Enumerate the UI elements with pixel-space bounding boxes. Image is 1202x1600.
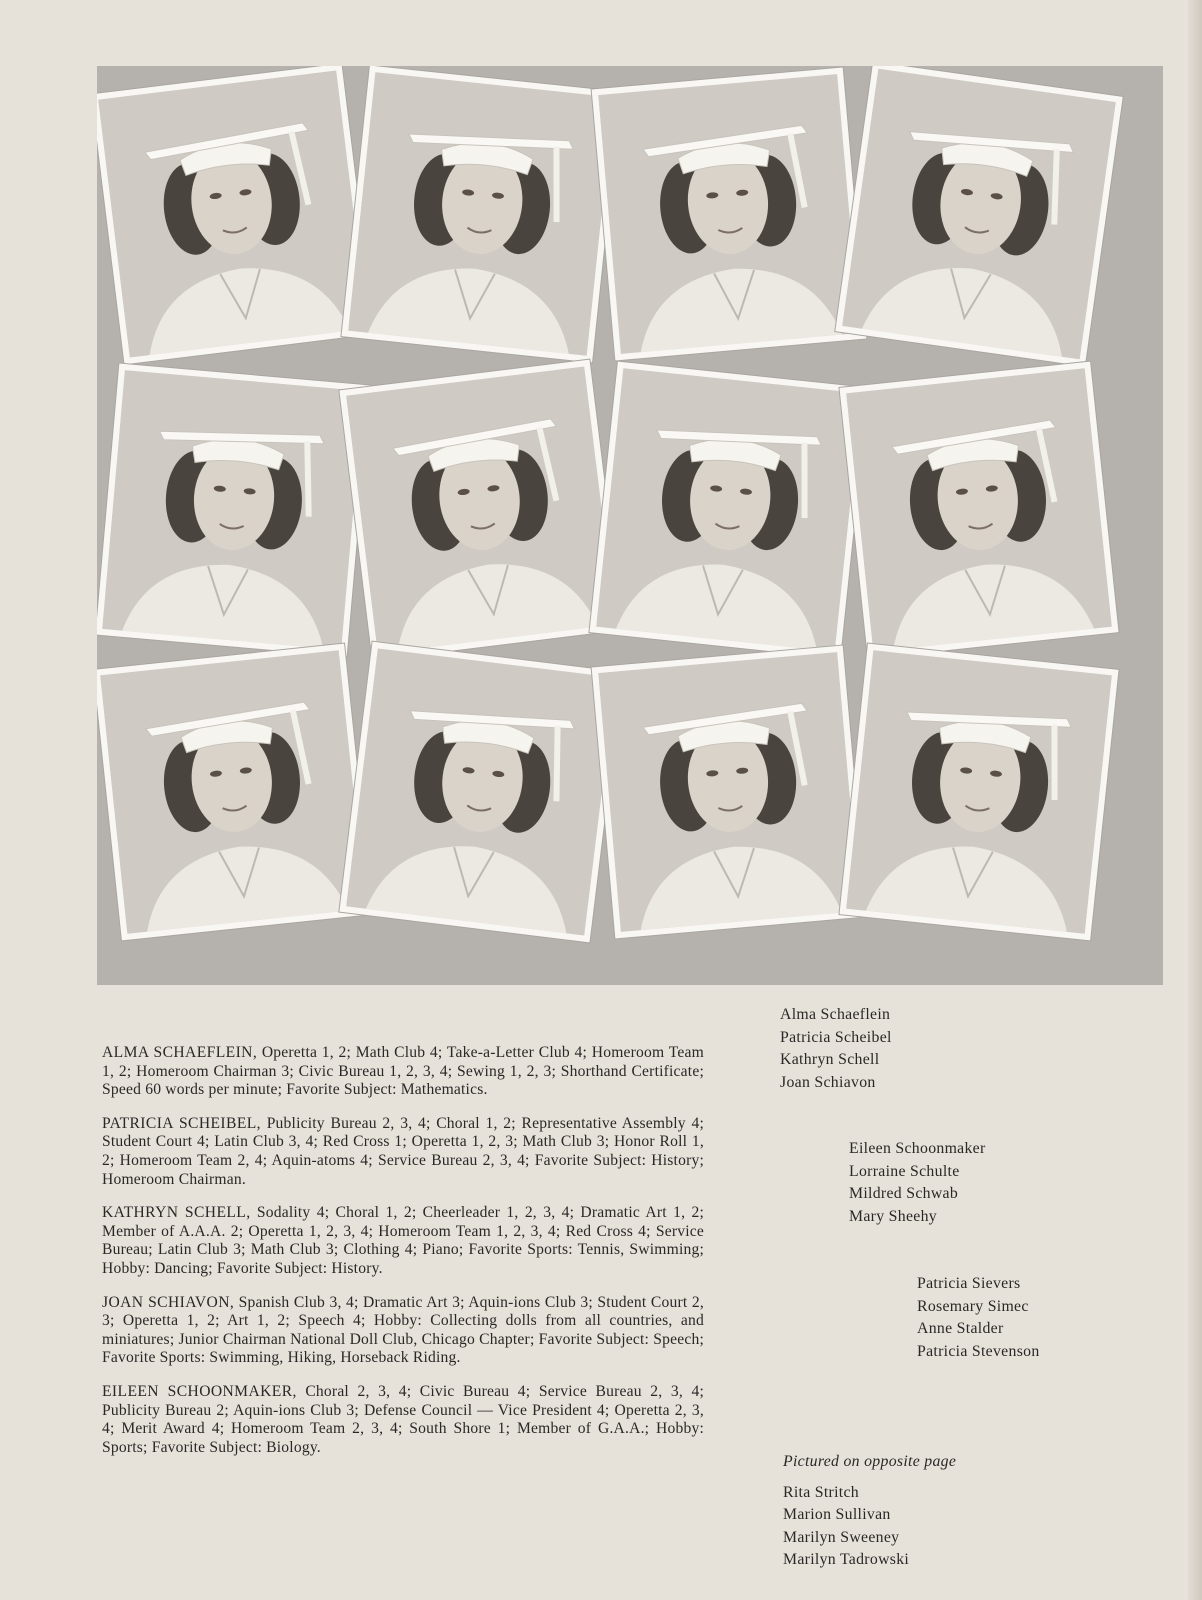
student-name: Anne Stalder (917, 1320, 1004, 1337)
student-name: Alma Schaeflein (780, 1006, 891, 1023)
graduate-portrait (341, 66, 620, 362)
student-name: Kathryn Schell (780, 1051, 880, 1068)
name-group-row-3 (917, 1273, 1040, 1363)
graduate-portrait (97, 644, 373, 941)
graduate-portrait (339, 642, 622, 943)
graduate-portrait (592, 68, 867, 361)
graduate-portrait (839, 362, 1118, 659)
bio-text: Publicity Bureau 2, 3, 4; Choral 1, 2; Representative Assembly 4; Student Court 4; Latin Club 3, 4; Red Cross 1; Operetta 1, 2, 3; Math Club 3; Honor Roll 1, 2; Homeroom Team 2, 4; Aquin-atoms 4; Service Bureau 2, 3, 4; Favorite Subject: History; Homeroom Chairman. (102, 1114, 704, 1188)
student-name: Joan Schiavon (780, 1073, 876, 1091)
graduate-portrait (97, 66, 375, 364)
student-name: Patricia Sievers (917, 1275, 1021, 1292)
bio-text: Choral 2, 3, 4; Civic Bureau 4; Service Bureau 2, 3, 4; Publicity Bureau 2; Aquin-ions Club 3; Defense Council — Vice President 4; Operetta 2, 3, 4; Merit Award 4; Homeroom Team 2, 3, 4; South Shore 1; Member of G.A.A.; Hobby: Sports; Favorite Subject: Biology. (102, 1382, 704, 1456)
bio-name: EILEEN SCHOONMAKER, (102, 1382, 297, 1400)
graduate-portrait (835, 66, 1122, 366)
student-name: Mildred Schwab (849, 1185, 959, 1202)
name-group-row-1 (780, 1004, 892, 1094)
name-group-row-2 (849, 1138, 986, 1228)
bio-text: Operetta 1, 2; Math Club 4; Take-a-Letter Club 4; Homeroom Team 1, 2; Homeroom Chairman 3; Civic Bureau 1, 2, 3, 4; Sewing 1, 2, 3; Shorthand Certificate; Speed 60 words per minute; Favorite Subject: Mathematics. (102, 1044, 704, 1099)
student-name: Lorraine Schulte (849, 1162, 960, 1180)
bio-entry (102, 1383, 704, 1457)
student-name: Patricia Stevenson (917, 1342, 1040, 1360)
graduate-portrait (97, 364, 370, 657)
student-name: Marilyn Tadrowski (783, 1551, 910, 1568)
student-name: Marilyn Sweeney (783, 1528, 900, 1546)
graduate-portrait (339, 360, 622, 661)
student-name: Patricia Scheibel (780, 1028, 892, 1046)
bio-text: Sodality 4; Choral 1, 2; Cheerleader 1, 2, 3, 4; Dramatic Art 1, 2; Member of A.A.A. 2; Operetta 1, 2, 3, 4; Homeroom Team 1, 2, 3, 4; Red Cross 4; Service Bureau; Latin Club 3; Math Club 3; Clothing 4; Piano; Favorite Sports: Tennis, Swimming; Hobby: Dancing; Favorite Subject: History. (102, 1204, 704, 1277)
student-name: Eileen Schoonmaker (849, 1140, 986, 1157)
bio-name: ALMA SCHAEFLEIN, (102, 1044, 258, 1061)
portrait-grid (97, 66, 1163, 985)
student-name: Rita Stritch (783, 1483, 859, 1501)
bio-name: JOAN SCHIAVON, (102, 1293, 235, 1311)
opposite-page-heading: Pictured on opposite page (783, 1453, 957, 1470)
bio-text: Spanish Club 3, 4; Dramatic Art 3; Aquin-ions Club 3; Student Court 2, 3; Operetta 1, 2; Art 1, 2; Speech 4; Hobby: Collecting dolls from all countries, and miniatures; Junior Chairman National Doll Club, Chicago Chapter; Favorite Subject: Speech; Favorite Sports: Swimming, Hiking, Horseback Riding. (102, 1293, 704, 1367)
graduate-portrait (589, 362, 868, 659)
bio-entry (102, 1204, 704, 1278)
graduate-portrait (592, 646, 867, 939)
student-name: Marion Sullivan (783, 1506, 891, 1523)
bio-entry (102, 1044, 704, 1100)
bio-entry (102, 1115, 704, 1189)
student-name: Rosemary Simec (917, 1297, 1029, 1315)
bio-name: KATHRYN SCHELL, (102, 1204, 251, 1222)
biography-list (102, 1044, 704, 1472)
page-edge (1188, 0, 1202, 1600)
graduate-portrait (839, 644, 1118, 941)
name-group-opposite-page (783, 1451, 956, 1572)
bio-name: PATRICIA SCHEIBEL, (102, 1114, 261, 1132)
student-name: Mary Sheehy (849, 1207, 937, 1225)
bio-entry (102, 1294, 704, 1368)
